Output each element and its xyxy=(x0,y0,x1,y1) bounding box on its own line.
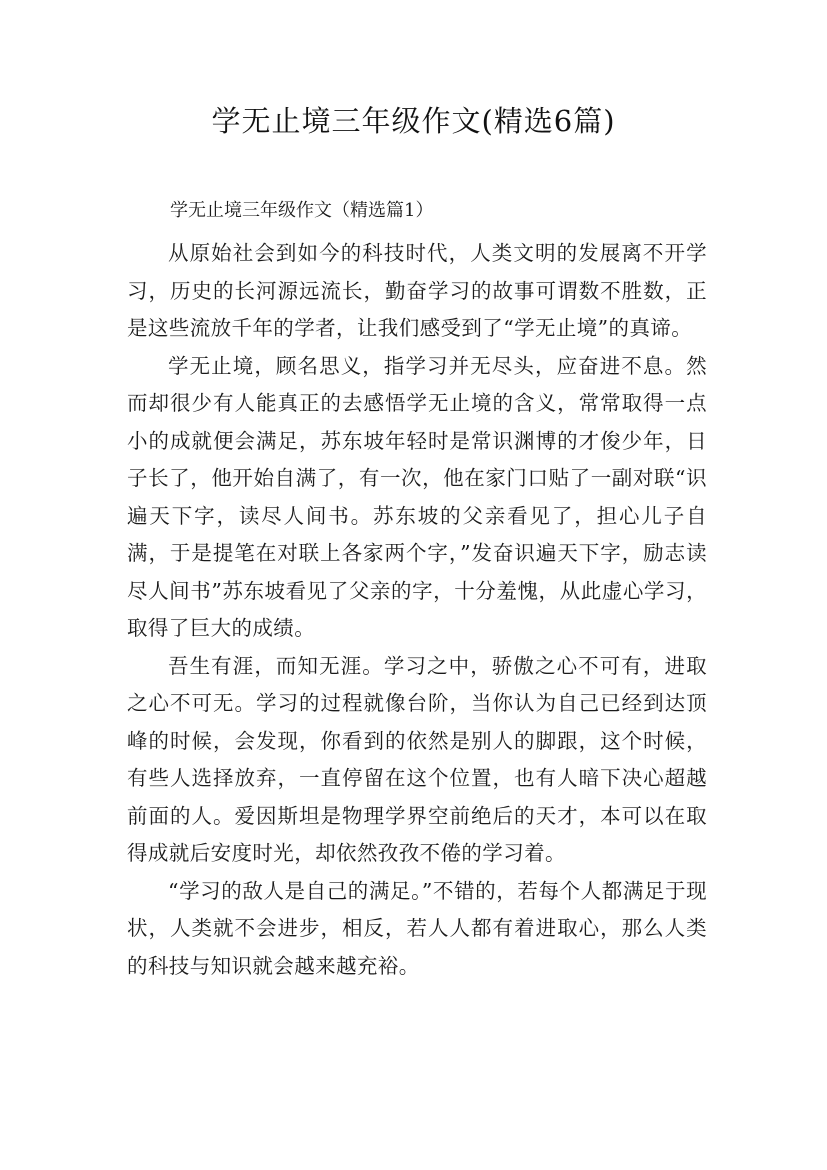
document-title: 学无止境三年级作文(精选6篇) xyxy=(211,104,616,138)
paragraph: 吾生有涯，而知无涯。学习之中，骄傲之心不可有，进取之心不可无。学习的过程就像台阶，当你认为自己已经到达顶峰的时候，会发现，你看到的依然是别人的脚跟，这个时候，有些人选择放弃，一直停留在这个位置，也有人暗下决心超越前面的人。爱因斯坦是物理学界空前绝后的天才，本可以在取得成就后安度时光，却依然孜孜不倦的学习着。 xyxy=(127,653,707,865)
section-heading: 学无止境三年级作文（精选篇1） xyxy=(170,200,434,221)
paragraph: 学无止境，顾名思义，指学习并无尽头，应奋进不息。然而却很少有人能真正的去感悟学无止境的含义，常常取得一点小的成就便会满足，苏东坡年轻时是常识渊博的才俊少年，日子长了，他开始自满了，有一次，他在家门口贴了一副对联“识遍天下字，读尽人间书。苏东坡的父亲看见了，担心儿子自满，于是提笔在对联上各家两个字，”发奋识遍天下字，励志读尽人间书”苏东坡看见了父亲的字，十分羞愧，从此虚心学习，取得了巨大的成绩。 xyxy=(127,353,707,640)
article-body xyxy=(127,235,707,985)
paragraph: “学习的敌人是自己的满足。”不错的，若每个人都满足于现状，人类就不会进步，相反，若人人都有着进取心，那么人类的科技与知识就会越来越充裕。 xyxy=(127,878,707,978)
paragraph: 从原始社会到如今的科技时代，人类文明的发展离不开学习，历史的长河源远流长，勤奋学习的故事可谓数不胜数，正是这些流放千年的学者，让我们感受到了“学无止境”的真谛。 xyxy=(127,241,707,340)
